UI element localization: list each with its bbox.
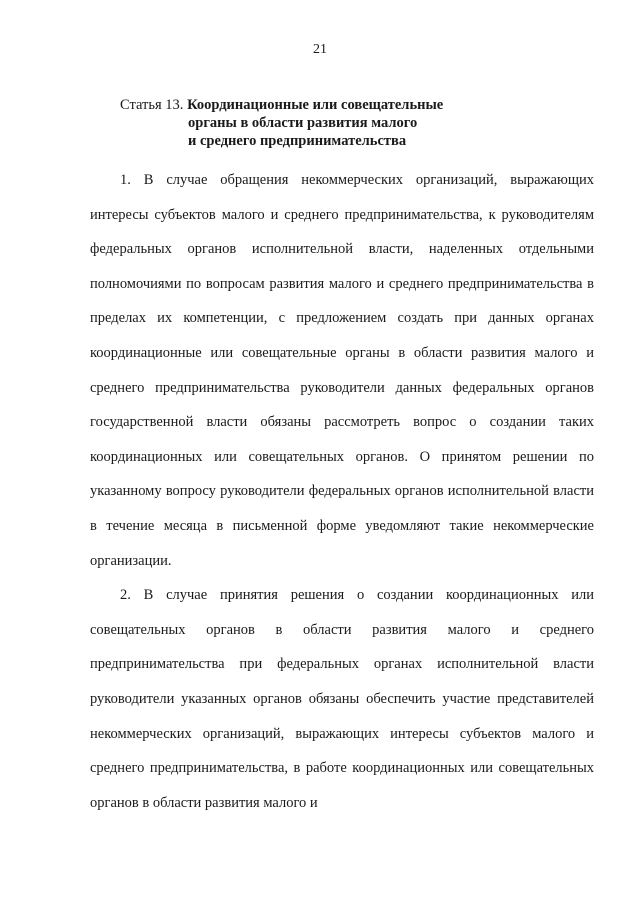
article-prefix: Статья 13. bbox=[120, 97, 188, 113]
article-title-line-2: органы в области развития малого bbox=[188, 115, 418, 131]
article-title-line-1: Координационные или совещательные bbox=[187, 97, 444, 113]
article-body bbox=[90, 163, 594, 820]
page-number: 21 bbox=[313, 42, 327, 57]
paragraph-1: 1. В случае обращения некоммерческих организаций, выражающих интересы субъектов малого и среднего предпринимательства, к руководителям федеральных органов исполнительной власти, наделенных отдельными полномочиями по вопросам развития малого и среднего предпринимательства в пределах их компетенции, с предложением создать при данных органах координационные или совещательные органы в области развития малого и среднего предпринимательства руководители данных федеральных органов государственной власти обязаны рассмотреть вопрос о создании таких координационных или совещательных органов. О принятом решении по указанному вопросу руководители федеральных органов исполнительной власти в течение месяца в письменной форме уведомляют такие некоммерческие организации. bbox=[90, 172, 594, 569]
article-heading bbox=[120, 96, 540, 150]
article-title-line-3: и среднего предпринимательства bbox=[188, 133, 407, 149]
paragraph-2: 2. В случае принятия решения о создании координационных или совещательных органов в области развития малого и среднего предпринимательства при федеральных органах исполнительной власти руководители указанных органов обязаны обеспечить участие представителей некоммерческих организаций, выражающих интересы субъектов малого и среднего предпринимательства, в работе координационных или совещательных органов в области развития малого и bbox=[90, 587, 594, 811]
